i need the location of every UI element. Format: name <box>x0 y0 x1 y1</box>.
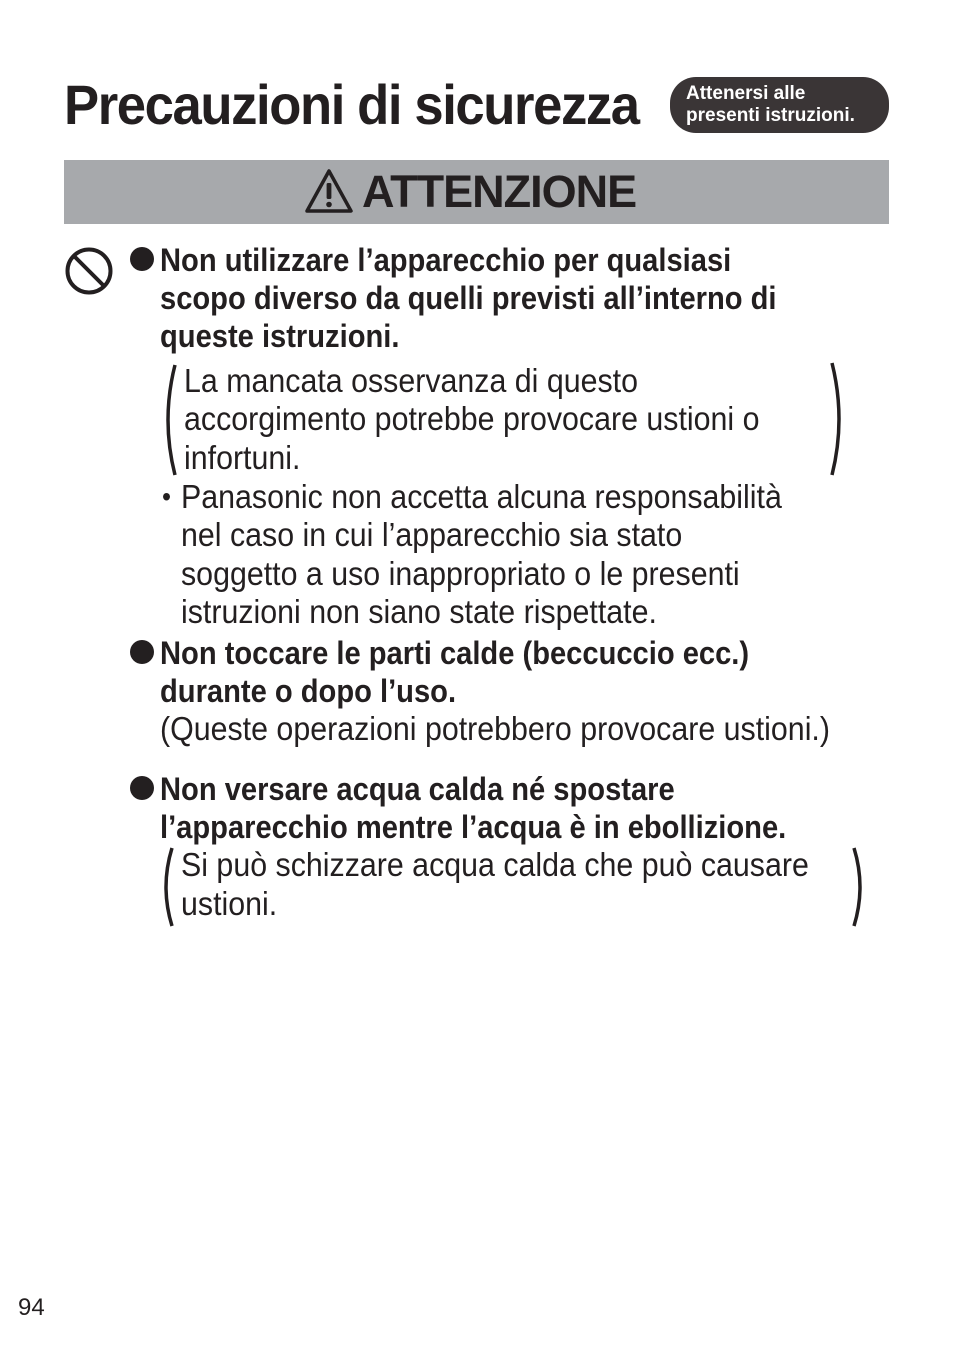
note-line: Si può schizzare acqua calda che può causare <box>181 846 809 883</box>
item-heading-line: queste istruzioni. <box>160 318 400 354</box>
note-line: La mancata osservanza di questo <box>184 362 639 399</box>
item-heading-line: Non toccare le parti calde (beccuccio ecc.) <box>160 635 750 671</box>
note-line: accorgimento potrebbe provocare ustioni o <box>184 400 760 437</box>
right-bracket <box>826 360 850 478</box>
note-line: (Queste operazioni potrebbero provocare ustioni.) <box>160 710 830 747</box>
note-line: ustioni. <box>181 885 278 922</box>
bullet-dot <box>130 640 154 664</box>
item-heading-line: durante o dopo l’uso. <box>160 673 457 709</box>
badge-line-2: presenti istruzioni. <box>686 105 855 126</box>
warning-triangle-icon <box>304 168 354 214</box>
bullet-line: Panasonic non accetta alcuna responsabilità <box>181 478 782 515</box>
prohibition-icon <box>64 246 114 296</box>
item-heading-line: l’apparecchio mentre l’acqua è in ebollizione. <box>160 809 787 845</box>
left-bracket <box>155 845 179 929</box>
right-bracket <box>847 845 871 929</box>
bullet-line: nel caso in cui l’apparecchio sia stato <box>181 516 683 553</box>
item-heading-line: scopo diverso da quelli previsti all’interno di <box>160 280 777 316</box>
item-heading-line: Non versare acqua calda né spostare <box>160 771 675 807</box>
bullet-dot <box>130 776 154 800</box>
item-heading-line: Non utilizzare l’apparecchio per qualsiasi <box>160 242 732 278</box>
page-number: 94 <box>18 1294 45 1321</box>
badge-line-1: Attenersi alle <box>686 83 806 104</box>
instructions-badge <box>670 77 889 133</box>
bullet-dot <box>130 247 154 271</box>
banner-label: ATTENZIONE <box>362 166 637 217</box>
note-line: infortuni. <box>184 439 301 476</box>
page-title: Precauzioni di sicurezza <box>64 73 639 136</box>
bullet-marker: • <box>162 481 172 512</box>
bullet-line: soggetto a uso inappropriato o le presenti <box>181 555 740 592</box>
bullet-line: istruzioni non siano state rispettate. <box>181 593 657 630</box>
left-bracket <box>157 362 181 478</box>
